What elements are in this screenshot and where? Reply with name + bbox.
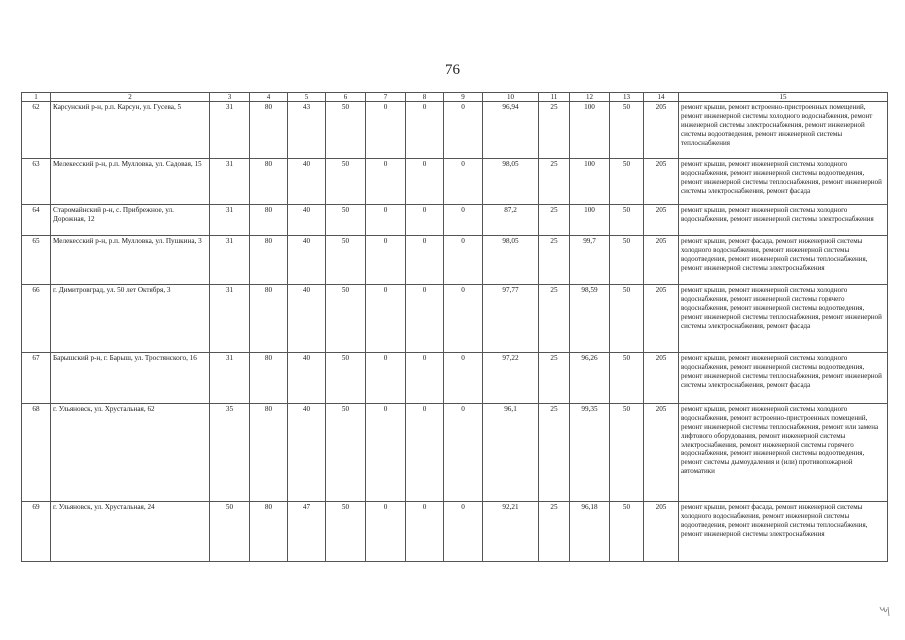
value-cell-c4: 80 — [250, 236, 288, 285]
value-cell-c4: 80 — [250, 285, 288, 353]
address-cell: Мелекесский р-н, р.п. Мулловка, ул. Садовая, 15 — [51, 159, 210, 205]
row-number-cell: 66 — [22, 285, 51, 353]
value-cell-c7: 0 — [366, 102, 406, 159]
value-cell-c3: 31 — [210, 236, 250, 285]
value-cell-c10: 97,77 — [483, 285, 539, 353]
value-cell-c4: 80 — [250, 205, 288, 236]
value-cell-c8: 0 — [406, 502, 444, 562]
column-number-row — [22, 93, 888, 102]
value-cell-c14: 205 — [644, 102, 679, 159]
value-cell-c11: 25 — [539, 236, 570, 285]
row-number-cell: 69 — [22, 502, 51, 562]
value-cell-c5: 40 — [288, 205, 326, 236]
address-cell: Барышский р-н, г. Барыш, ул. Тростянского, 16 — [51, 353, 210, 404]
value-cell-c7: 0 — [366, 285, 406, 353]
value-cell-c5: 47 — [288, 502, 326, 562]
column-number: 8 — [406, 93, 444, 102]
table-row — [22, 353, 888, 404]
value-cell-c8: 0 — [406, 353, 444, 404]
value-cell-c3: 31 — [210, 285, 250, 353]
value-cell-c6: 50 — [326, 205, 366, 236]
address-cell: г. Ульяновск, ул. Хрустальная, 62 — [51, 404, 210, 502]
value-cell-c11: 25 — [539, 353, 570, 404]
works-list-cell: ремонт крыши, ремонт инженерной системы холодного водоснабжения, ремонт инженерной системы электроснабжения — [679, 205, 888, 236]
table-row — [22, 502, 888, 562]
works-list-cell: ремонт крыши, ремонт инженерной системы холодного водоснабжения, ремонт встроенно-пристроенных помещений, ремонт инженерной системы теплоснабжения, ремонт или замена лифтового оборудования, ремонт инженерной системы электроснабжения, ремонт инженерной системы горячего водоснабжения, ремонт инженерной системы водоотведения, ремонт системы дымоудаления и (или) противопожарной автоматики — [679, 404, 888, 502]
table-body — [22, 93, 888, 562]
value-cell-c14: 205 — [644, 353, 679, 404]
value-cell-c11: 25 — [539, 102, 570, 159]
value-cell-c10: 96,1 — [483, 404, 539, 502]
value-cell-c5: 40 — [288, 236, 326, 285]
value-cell-c8: 0 — [406, 159, 444, 205]
value-cell-c14: 205 — [644, 285, 679, 353]
address-cell: Карсунский р-н, р.п. Карсун, ул. Гусева, 5 — [51, 102, 210, 159]
value-cell-c14: 205 — [644, 404, 679, 502]
works-list-cell: ремонт крыши, ремонт инженерной системы холодного водоснабжения, ремонт инженерной системы водоотведения, ремонт инженерной системы теплоснабжения, ремонт инженерной системы электроснабжения, ремонт фасада — [679, 159, 888, 205]
value-cell-c6: 50 — [326, 285, 366, 353]
column-number: 14 — [644, 93, 679, 102]
value-cell-c11: 25 — [539, 159, 570, 205]
value-cell-c10: 97,22 — [483, 353, 539, 404]
value-cell-c11: 25 — [539, 502, 570, 562]
table-row — [22, 159, 888, 205]
value-cell-c4: 80 — [250, 102, 288, 159]
column-number: 4 — [250, 93, 288, 102]
table-row — [22, 205, 888, 236]
row-number-cell: 64 — [22, 205, 51, 236]
row-number-cell: 68 — [22, 404, 51, 502]
value-cell-c12: 100 — [570, 159, 610, 205]
value-cell-c7: 0 — [366, 236, 406, 285]
value-cell-c11: 25 — [539, 205, 570, 236]
value-cell-c6: 50 — [326, 502, 366, 562]
column-number: 6 — [326, 93, 366, 102]
handwritten-mark-icon — [878, 604, 892, 618]
page-number: 76 — [445, 62, 460, 78]
column-number: 3 — [210, 93, 250, 102]
value-cell-c4: 80 — [250, 159, 288, 205]
column-number: 2 — [51, 93, 210, 102]
address-cell: г. Ульяновск, ул. Хрустальная, 24 — [51, 502, 210, 562]
column-number: 10 — [483, 93, 539, 102]
row-number-cell: 67 — [22, 353, 51, 404]
column-number: 9 — [444, 93, 483, 102]
value-cell-c7: 0 — [366, 502, 406, 562]
value-cell-c10: 92,21 — [483, 502, 539, 562]
value-cell-c3: 31 — [210, 205, 250, 236]
value-cell-c3: 31 — [210, 353, 250, 404]
value-cell-c12: 96,26 — [570, 353, 610, 404]
value-cell-c6: 50 — [326, 353, 366, 404]
table-row — [22, 102, 888, 159]
value-cell-c3: 31 — [210, 159, 250, 205]
value-cell-c13: 50 — [610, 502, 644, 562]
value-cell-c12: 99,35 — [570, 404, 610, 502]
value-cell-c7: 0 — [366, 205, 406, 236]
address-cell: Мелекесский р-н, р.п. Мулловка, ул. Пушкина, 3 — [51, 236, 210, 285]
value-cell-c14: 205 — [644, 236, 679, 285]
value-cell-c5: 40 — [288, 159, 326, 205]
works-list-cell: ремонт крыши, ремонт фасада, ремонт инженерной системы холодного водоснабжения, ремонт инженерной системы водоотведения, ремонт инженерной системы теплоснабжения, ремонт инженерной системы электроснабжения — [679, 236, 888, 285]
value-cell-c6: 50 — [326, 404, 366, 502]
value-cell-c3: 35 — [210, 404, 250, 502]
value-cell-c8: 0 — [406, 236, 444, 285]
value-cell-c7: 0 — [366, 159, 406, 205]
value-cell-c9: 0 — [444, 236, 483, 285]
value-cell-c10: 98,05 — [483, 159, 539, 205]
column-number: 13 — [610, 93, 644, 102]
value-cell-c6: 50 — [326, 102, 366, 159]
column-number: 1 — [22, 93, 51, 102]
column-number: 7 — [366, 93, 406, 102]
works-list-cell: ремонт крыши, ремонт инженерной системы холодного водоснабжения, ремонт инженерной системы водоотведения, ремонт инженерной системы теплоснабжения, ремонт инженерной системы электроснабжения, ремонт фасада — [679, 353, 888, 404]
row-number-cell: 65 — [22, 236, 51, 285]
value-cell-c10: 98,05 — [483, 236, 539, 285]
works-list-cell: ремонт крыши, ремонт инженерной системы холодного водоснабжения, ремонт инженерной системы горячего водоснабжения, ремонт инженерной системы водоотведения, ремонт инженерной системы теплоснабжения, ремонт инженерной системы электроснабжения, ремонт фасада — [679, 285, 888, 353]
row-number-cell: 63 — [22, 159, 51, 205]
column-number: 15 — [679, 93, 888, 102]
value-cell-c6: 50 — [326, 236, 366, 285]
column-number: 12 — [570, 93, 610, 102]
value-cell-c7: 0 — [366, 353, 406, 404]
address-cell: г. Димитровград, ул. 50 лет Октября, 3 — [51, 285, 210, 353]
value-cell-c13: 50 — [610, 102, 644, 159]
value-cell-c13: 50 — [610, 159, 644, 205]
works-list-cell: ремонт крыши, ремонт встроенно-пристроенных помещений, ремонт инженерной системы холодного водоснабжения, ремонт инженерной системы электроснабжения, ремонт инженерной системы водоотведения, ремонт инженерной системы теплоснабжения — [679, 102, 888, 159]
value-cell-c9: 0 — [444, 502, 483, 562]
value-cell-c5: 40 — [288, 285, 326, 353]
value-cell-c13: 50 — [610, 404, 644, 502]
table-row — [22, 285, 888, 353]
value-cell-c9: 0 — [444, 404, 483, 502]
value-cell-c13: 50 — [610, 353, 644, 404]
row-number-cell: 62 — [22, 102, 51, 159]
value-cell-c9: 0 — [444, 285, 483, 353]
value-cell-c4: 80 — [250, 353, 288, 404]
value-cell-c12: 96,18 — [570, 502, 610, 562]
value-cell-c9: 0 — [444, 353, 483, 404]
table-row — [22, 236, 888, 285]
value-cell-c5: 43 — [288, 102, 326, 159]
value-cell-c3: 50 — [210, 502, 250, 562]
value-cell-c9: 0 — [444, 102, 483, 159]
value-cell-c12: 100 — [570, 102, 610, 159]
value-cell-c10: 96,94 — [483, 102, 539, 159]
address-cell: Старомайнский р-н, с. Прибрежное, ул. Дорожная, 12 — [51, 205, 210, 236]
column-number: 11 — [539, 93, 570, 102]
value-cell-c6: 50 — [326, 159, 366, 205]
works-list-cell: ремонт крыши, ремонт фасада, ремонт инженерной системы холодного водоснабжения, ремонт инженерной системы водоотведения, ремонт инженерной системы теплоснабжения, ремонт инженерной системы электроснабжения — [679, 502, 888, 562]
works-table — [21, 92, 888, 562]
value-cell-c10: 87,2 — [483, 205, 539, 236]
value-cell-c13: 50 — [610, 205, 644, 236]
value-cell-c9: 0 — [444, 205, 483, 236]
table-row — [22, 404, 888, 502]
value-cell-c14: 205 — [644, 159, 679, 205]
column-number: 5 — [288, 93, 326, 102]
value-cell-c14: 205 — [644, 205, 679, 236]
value-cell-c13: 50 — [610, 236, 644, 285]
value-cell-c11: 25 — [539, 285, 570, 353]
value-cell-c12: 99,7 — [570, 236, 610, 285]
value-cell-c7: 0 — [366, 404, 406, 502]
value-cell-c9: 0 — [444, 159, 483, 205]
value-cell-c11: 25 — [539, 404, 570, 502]
value-cell-c14: 205 — [644, 502, 679, 562]
value-cell-c13: 50 — [610, 285, 644, 353]
value-cell-c8: 0 — [406, 404, 444, 502]
value-cell-c8: 0 — [406, 102, 444, 159]
value-cell-c5: 40 — [288, 353, 326, 404]
value-cell-c3: 31 — [210, 102, 250, 159]
value-cell-c4: 80 — [250, 404, 288, 502]
value-cell-c12: 98,59 — [570, 285, 610, 353]
value-cell-c5: 40 — [288, 404, 326, 502]
value-cell-c4: 80 — [250, 502, 288, 562]
value-cell-c12: 100 — [570, 205, 610, 236]
value-cell-c8: 0 — [406, 285, 444, 353]
value-cell-c8: 0 — [406, 205, 444, 236]
